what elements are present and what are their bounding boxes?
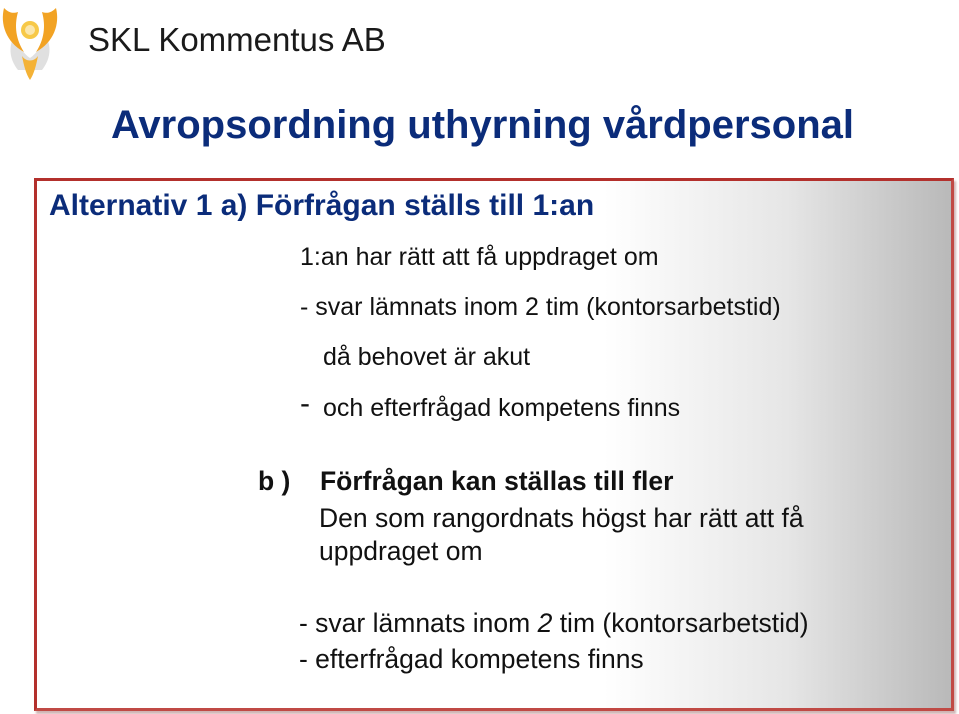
page-title: Avropsordning uthyrning vårdpersonal (111, 103, 855, 147)
company-name: SKL Kommentus AB (88, 21, 386, 58)
condition-dash: - (300, 387, 310, 420)
alternative-b-label: b ) (258, 466, 291, 496)
b-condition-reply-time (299, 607, 809, 639)
skl-person-logo-icon (0, 0, 60, 82)
alternative-a-heading: Alternativ 1 a) Förfrågan ställs till 1:an (49, 189, 595, 222)
condition-reply-time: - svar lämnats inom 2 tim (kontorsarbetstid) (300, 293, 781, 321)
condition-acute-need: då behovet är akut (323, 343, 531, 371)
b-condition-hours: 2 (537, 608, 553, 638)
alternative-b-heading: Förfrågan kan ställas till fler (320, 466, 674, 496)
ranking-text: Den som rangordnats högst har rätt att få (319, 503, 804, 533)
content-box (34, 178, 954, 711)
b-condition-suffix: tim (kontorsarbetstid) (552, 608, 809, 638)
ranking-text-continued: uppdraget om (319, 536, 483, 566)
b-condition-prefix: - svar lämnats inom (299, 608, 538, 638)
condition-intro: 1:an har rätt att få uppdraget om (300, 243, 659, 271)
condition-competence: och efterfrågad kompetens finns (323, 394, 681, 422)
b-condition-competence: - efterfrågad kompetens finns (299, 644, 644, 674)
